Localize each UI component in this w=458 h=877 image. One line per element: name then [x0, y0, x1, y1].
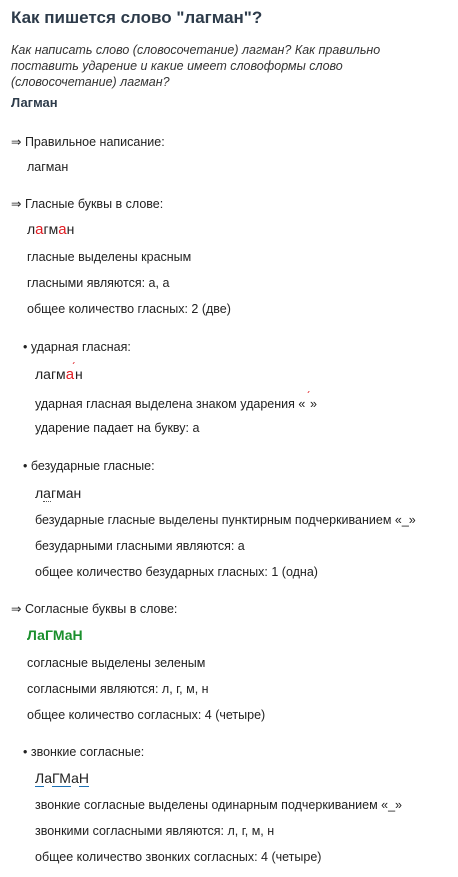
- word-letter: гман: [50, 485, 82, 501]
- unstressed-label: • безударные гласные:: [23, 459, 155, 473]
- vowels-count: общее количество гласных: 2 (две): [27, 302, 231, 316]
- voiced-count: общее количество звонких согласных: 4 (четыре): [35, 850, 322, 864]
- word-letter: а: [37, 627, 45, 643]
- unstressed-vowel: а: [43, 485, 51, 501]
- consonants-count: общее количество согласных: 4 (четыре): [27, 708, 266, 722]
- stress-mark-icon: ́: [306, 391, 310, 406]
- voiced-word: [35, 770, 89, 786]
- unstressed-list: безударными гласными являются: а: [35, 539, 245, 553]
- consonants-label: ⇒ Согласные буквы в слове:: [11, 602, 178, 616]
- spelling-label: ⇒ Правильное написание:: [11, 135, 165, 149]
- spelling-value: лагман: [27, 160, 69, 174]
- word-letter: н: [66, 221, 75, 237]
- voiced-consonant: Н: [78, 770, 89, 786]
- vowels-list: гласными являются: а, а: [27, 276, 170, 290]
- word-letter: а: [71, 770, 79, 786]
- word-letter: л: [27, 221, 36, 237]
- stressed-note-text: ударная гласная выделена знаком ударения «: [35, 397, 306, 411]
- consonants-list: согласными являются: л, г, м, н: [27, 682, 209, 696]
- word-letter: гм: [43, 221, 59, 237]
- word-letter: а: [44, 770, 52, 786]
- stressed-vowel: а: [65, 366, 75, 383]
- voiced-note: звонкие согласные выделены одинарным подчеркиванием «_»: [35, 798, 402, 812]
- page-title: Как пишется слово "лагман"?: [11, 8, 263, 27]
- vowels-note: гласные выделены красным: [27, 250, 192, 264]
- unstressed-count: общее количество безударных гласных: 1 (одна): [35, 565, 318, 579]
- voiced-consonant: ГМ: [51, 770, 72, 786]
- consonant-letter: Н: [72, 627, 83, 643]
- vowels-word: [27, 221, 74, 238]
- vowel-letter: а: [58, 221, 67, 238]
- unstressed-word: [35, 485, 81, 501]
- voiced-list: звонкими согласными являются: л, г, м, н: [35, 824, 275, 838]
- word-letter: н: [75, 366, 83, 382]
- page-subtitle: Как написать слово (словосочетание) лагман? Как правильно поставить ударение и какие имеет словоформы слово (словосочетание) лагман?: [11, 43, 381, 89]
- voiced-consonant: Л: [35, 770, 45, 786]
- unstressed-note: безударные гласные выделены пунктирным подчеркиванием «_»: [35, 513, 416, 527]
- word-letter: л: [35, 485, 44, 501]
- consonants-word: [27, 627, 83, 643]
- word-letter: а: [64, 627, 73, 643]
- voiced-label: • звонкие согласные:: [23, 745, 145, 759]
- word-heading: Лагман: [11, 95, 58, 110]
- stressed-on: ударение падает на букву: а: [35, 421, 200, 435]
- stressed-label: • ударная гласная:: [23, 340, 131, 354]
- consonant-letter: ГМ: [44, 627, 65, 643]
- stressed-note: [35, 391, 317, 411]
- consonants-note: согласные выделены зеленым: [27, 656, 206, 670]
- stressed-note-text: »: [309, 397, 317, 411]
- vowels-label: ⇒ Гласные буквы в слове:: [11, 197, 164, 211]
- stressed-word: [35, 366, 83, 383]
- consonant-letter: Л: [27, 627, 38, 643]
- vowel-letter: а: [35, 221, 44, 238]
- word-letter: лагм: [35, 366, 66, 382]
